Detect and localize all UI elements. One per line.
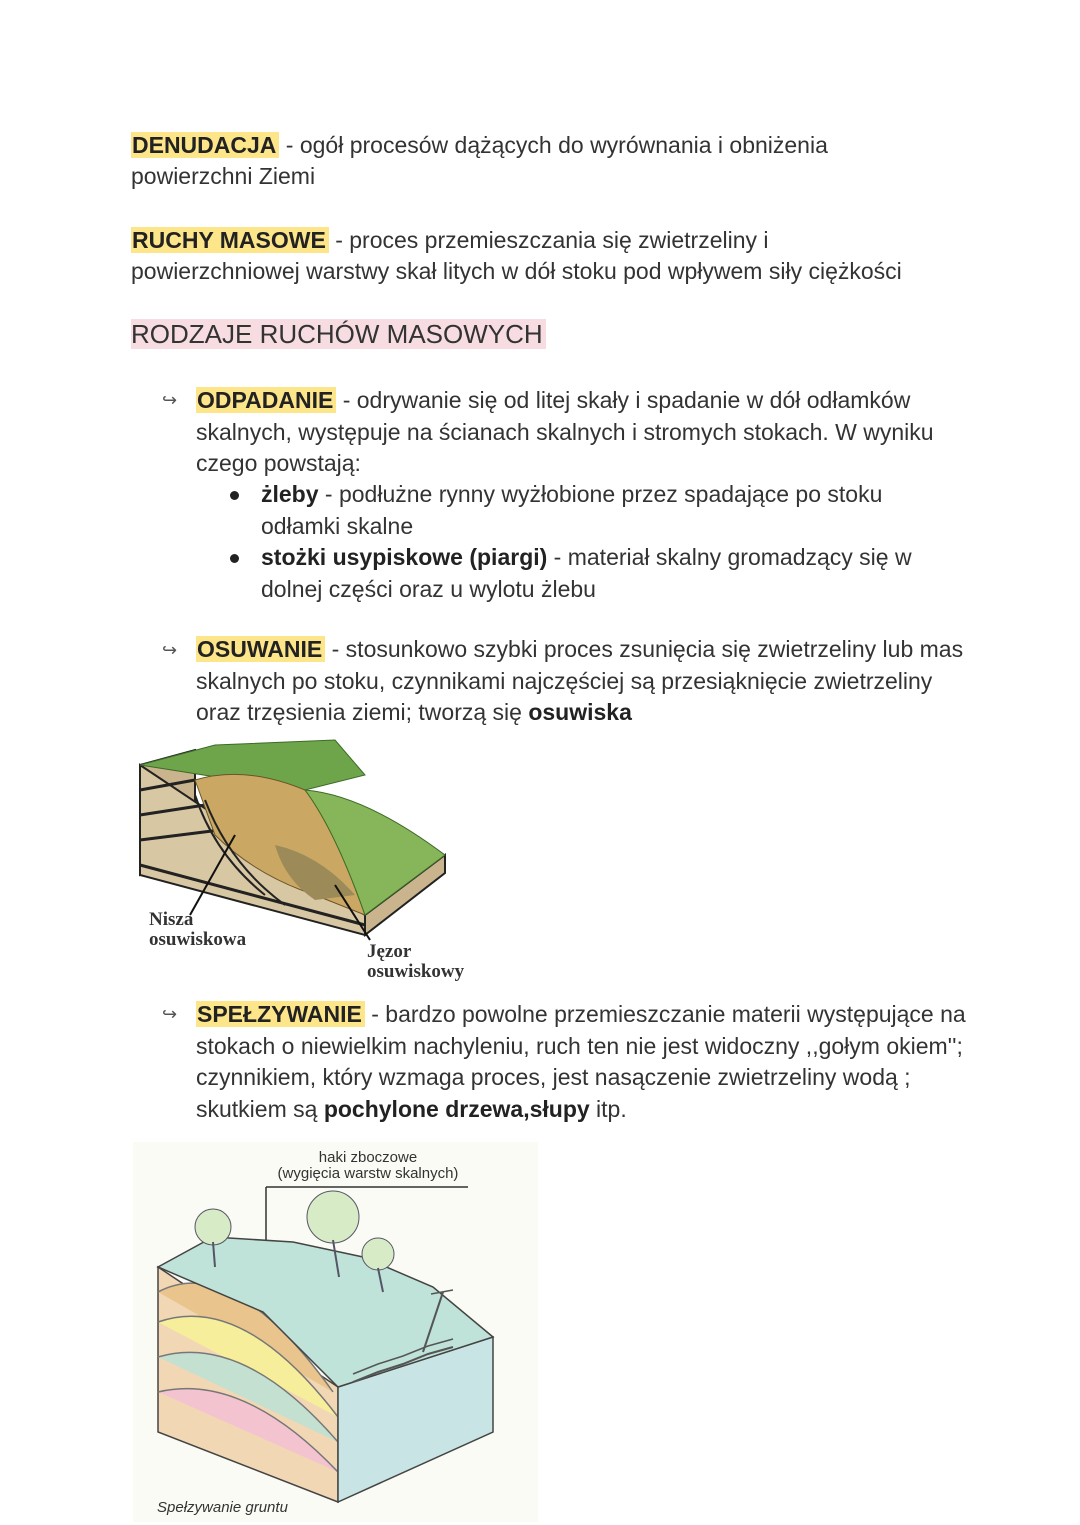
denudacja-definition: DENUDACJA - ogół procesów dążących do wyrównania i obniżenia powierzchni Ziemi <box>131 132 828 189</box>
hooks-label: haki zboczowe (wygięcia warstw skalnych) <box>277 1149 459 1182</box>
bullet-icon <box>230 554 239 563</box>
landslide-niche-label: Nisza osuwiskowa <box>149 909 247 950</box>
ruchy-masowe-term: RUCHY MASOWE <box>131 227 329 253</box>
list-item: żleby - podłużne rynny wyżłobione przez spadające po stoku odłamki skalne <box>230 479 950 542</box>
soil-creep-illustration <box>133 1142 538 1522</box>
arrow-icon: ↪ <box>162 640 178 660</box>
soil-creep-diagram <box>133 1142 538 1522</box>
list-item: stożki usypiskowe (piargi) - materiał skalny gromadzący się w dolnej części oraz u wylotu żlebu <box>230 542 950 605</box>
odpadanie-paragraph: ODPADANIE - odrywanie się od litej skały i spadanie w dół odłamków skalnych, występuje na ścianach skalnych i stromych stokach. W wyniku czego powstają: <box>196 387 934 476</box>
odpadanie-list <box>230 479 950 605</box>
bullet-icon <box>230 491 239 500</box>
arrow-icon: ↪ <box>162 390 178 410</box>
ruchy-masowe-definition: RUCHY MASOWE - proces przemieszczania się zwietrzeliny i powierzchniowej warstwy skał litych w dół stoku pod wpływem siły ciężkości <box>131 227 902 284</box>
spelzywanie-paragraph: SPEŁZYWANIE - bardzo powolne przemieszczanie materii występujące na stokach o niewielkim nachyleniu, ruch ten nie jest widoczny ,,gołym okiem''; czynnikiem, który wzmaga proces, jest nasączenie zwietrzeliny wodą ; skutkiem są pochylone drzewa,słupy itp. <box>196 1001 966 1122</box>
section-heading: RODZAJE RUCHÓW MASOWYCH <box>131 318 546 350</box>
landslide-diagram <box>135 735 465 990</box>
osuwanie-paragraph: OSUWANIE - stosunkowo szybki proces zsunięcia się zwietrzeliny lub mas skalnych po stoku, czynnikami najczęściej są przesiąknięcie zwietrzeliny oraz trzęsienia ziemi; tworzą się osuwiska <box>196 636 964 725</box>
landslide-tongue-label: Jęzor osuwiskowy <box>367 941 465 982</box>
arrow-icon: ↪ <box>162 1004 178 1024</box>
denudacja-term: DENUDACJA <box>131 132 279 158</box>
spelzywanie-term: SPEŁZYWANIE <box>196 1001 365 1027</box>
odpadanie-term: ODPADANIE <box>196 387 336 413</box>
osuwanie-term: OSUWANIE <box>196 636 325 662</box>
soil-creep-caption: Spełzywanie gruntu <box>157 1499 288 1516</box>
